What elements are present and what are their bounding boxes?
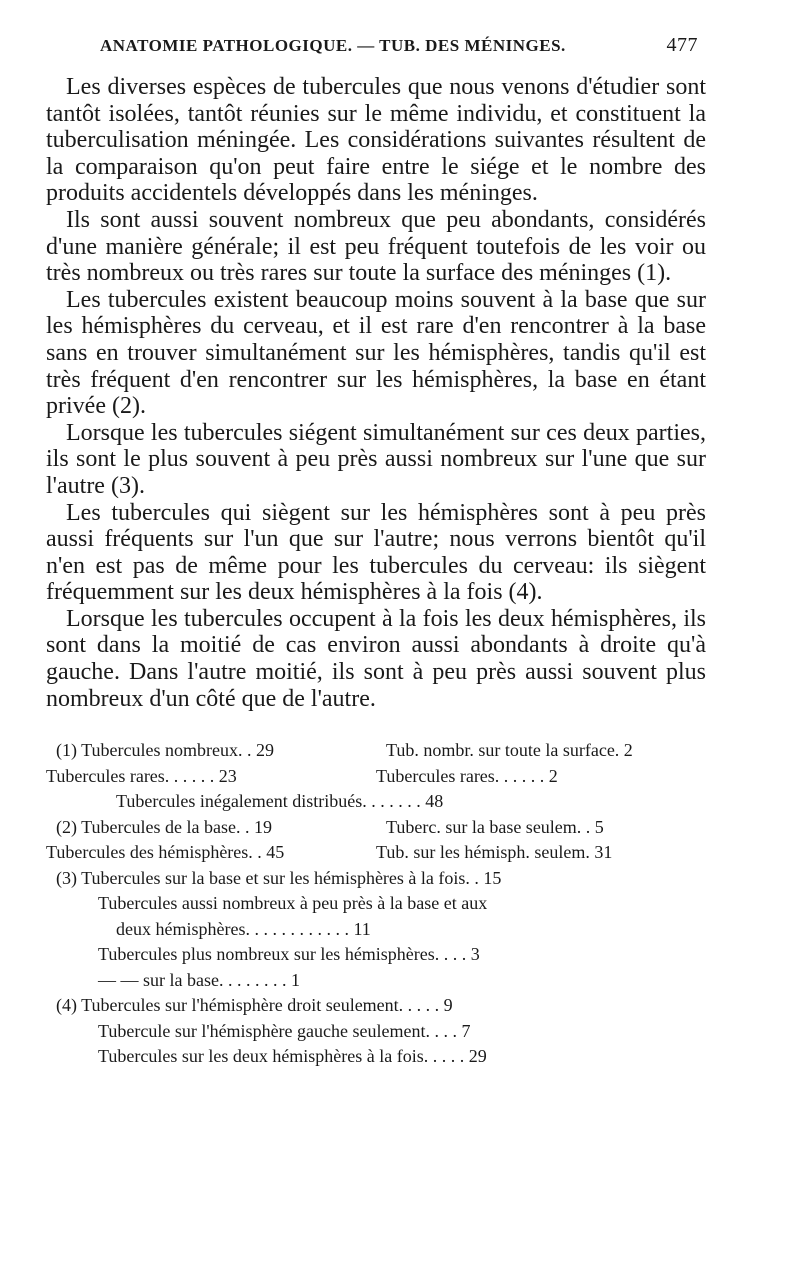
footnote-4-line: (4) Tubercules sur l'hémisphère droit seulement. . . . . 9 — [56, 995, 453, 1016]
footnote-3-line: Tubercules aussi nombreux à peu près à la base et aux — [98, 893, 488, 914]
footnote-2-right: Tub. sur les hémisph. seulem. 31 — [376, 842, 613, 863]
footnote-2-left: (2) Tubercules de la base. . 19 — [56, 816, 272, 837]
footnote-1-left: Tubercules rares. . . . . . 23 — [46, 765, 237, 786]
footnote-1-left: (1) Tubercules nombreux. . 29 — [56, 740, 274, 761]
paragraph: Les diverses espèces de tubercules que nous venons d'étudier sont tantôt isolées, tantôt réunies sur le même individu, et constituent la tuberculisation méningée. Les considérations suivantes résultent de la comparaison qu'on peut faire entre le siége et le nombre des produits accidentels développés dans les méninges. — [46, 74, 706, 207]
paragraph: Les tubercules existent beaucoup moins souvent à la base que sur les hémisphères du cerveau, et il est rare d'en rencontrer à la base sans en trouver simultanément sur les hémisphères, tandis qu'il est très fréquent d'en rencontrer sur les hémisphères, la base en étant privée (2). — [46, 286, 706, 420]
footnote-3-line: deux hémisphères. . . . . . . . . . . . 11 — [116, 918, 371, 939]
footnote-4-line: Tubercule sur l'hémisphère gauche seulement. . . . 7 — [98, 1020, 471, 1041]
footnote-1-row — [46, 764, 706, 790]
paragraph: Lorsque les tubercules occupent à la fois les deux hémisphères, ils sont dans la moitié de cas environ aussi abondants à droite qu'à gauche. Dans l'autre moitié, ils sont à peu près aussi souvent plus nombreux d'un côté que de l'autre. — [46, 605, 706, 712]
footnote-4-line: Tubercules sur les deux hémisphères à la fois. . . . . 29 — [98, 1046, 487, 1067]
footnote-1-total: Tubercules inégalement distribués. . . . . . . 48 — [116, 791, 444, 812]
footnote-1-right: Tub. nombr. sur toute la surface. 2 — [386, 740, 633, 761]
footnote-2-row — [46, 815, 706, 841]
footnote-2-right: Tuberc. sur la base seulem. . 5 — [386, 816, 604, 837]
footnote-3-line: — — sur la base. . . . . . . . 1 — [98, 969, 300, 990]
running-title: ANATOMIE PATHOLOGIQUE. — TUB. DES MÉNINGES. — [100, 36, 566, 55]
body-text — [46, 74, 706, 712]
footnote-3-line: Tubercules plus nombreux sur les hémisphères. . . . 3 — [98, 944, 480, 965]
page-number: 477 — [666, 34, 698, 56]
footnote-1-right: Tubercules rares. . . . . . 2 — [376, 765, 558, 786]
footnote-1-row — [46, 738, 706, 764]
book-page — [46, 34, 706, 1070]
paragraph: Ils sont aussi souvent nombreux que peu abondants, considérés d'une manière générale; il est peu fréquent toutefois de les voir ou très nombreux ou très rares sur toute la surface des méninges (1). — [46, 206, 706, 287]
footnote-3-line: (3) Tubercules sur la base et sur les hémisphères à la fois. . 15 — [56, 867, 502, 888]
footnote-2-row — [46, 840, 706, 866]
footnote-2-left: Tubercules des hémisphères. . 45 — [46, 842, 285, 863]
paragraph: Les tubercules qui siègent sur les hémisphères sont à peu près aussi fréquents sur l'un que sur l'autre; nous verrons bientôt qu'il n'en est pas de même pour les tubercules du cerveau: ils siègent fréquemment sur les deux hémisphères à la fois (4). — [46, 499, 706, 606]
running-header — [46, 34, 706, 62]
footnotes — [46, 738, 706, 1070]
paragraph: Lorsque les tubercules siégent simultanément sur ces deux parties, ils sont le plus souvent à peu près aussi nombreux sur l'une que sur l'autre (3). — [46, 419, 706, 499]
